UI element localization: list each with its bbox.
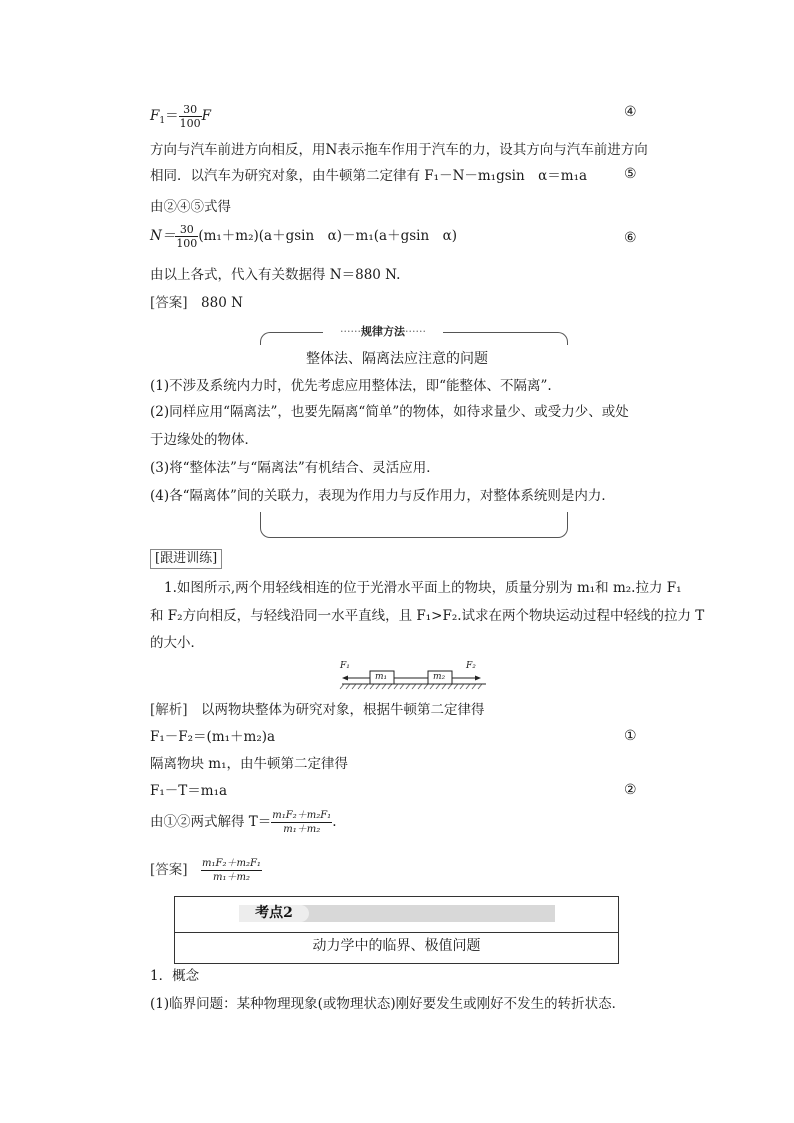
fig-label-m2: m₂ — [433, 672, 446, 682]
eq4-fraction — [179, 103, 202, 130]
eq4-denominator: 100 — [179, 117, 201, 130]
answer-1 — [150, 293, 243, 313]
follow-up-tag: [跟进训练] — [150, 549, 222, 569]
text-line-1: 方向与汽车前进方向相反，用N表示拖车作用于汽车的力，设其方向与汽车前进方向 — [150, 142, 648, 158]
equation-1: F₁－F₂＝(m₁＋m₂)a — [150, 729, 276, 745]
fig-label-f2: F₂ — [466, 661, 476, 671]
method-item-4: (4)各“隔离体”间的关联力，表现为作用力与反作用力，对整体系统则是内力． — [150, 488, 615, 504]
text-line-3: 由②④⑤式得 — [150, 199, 231, 215]
eq6-lhs: N＝ — [150, 228, 176, 244]
solution-fraction — [271, 809, 332, 836]
eq4-number: ④ — [624, 104, 637, 120]
text-line-4: 由以上各式，代入有关数据得 N＝880 N. — [150, 267, 401, 283]
answer-2-denominator: m₁＋m₂ — [213, 872, 250, 883]
question-1-line-2: 和 F₂方向相反，与轻线沿同一水平直线，且 F₁>F₂.试求在两个物块运动过程中轻线的拉力 T — [150, 608, 705, 624]
eq4-lhs-sub: 1 — [159, 116, 166, 126]
eq4-lhs: F — [150, 108, 160, 124]
eq6-numerator: 30 — [175, 223, 198, 237]
solution-denominator: m₁＋m₂ — [283, 824, 321, 835]
solution-text: 由①②两式解得 T＝ — [150, 814, 272, 830]
eq5-number: ⑤ — [624, 166, 637, 182]
kaodian-title: 动力学中的临界、极值问题 — [312, 938, 481, 954]
answer-value: 880 N — [201, 295, 243, 311]
answer-2 — [150, 853, 262, 887]
eq6-denominator: 100 — [176, 237, 198, 250]
method-item-3: (3)将“整体法”与“隔离法”有机结合、灵活应用． — [150, 460, 440, 476]
fig-label-f1: F₁ — [340, 661, 350, 671]
kaodian-divider — [175, 932, 618, 933]
kaodian-box — [174, 896, 619, 964]
eq6-fraction — [175, 223, 198, 250]
method-item-1: (1)不涉及系统内力时，优先考虑应用整体法，即“能整体、不隔离”. — [150, 378, 552, 394]
method-item-2: (2)同样应用“隔离法”，也要先隔离“简单”的物体，如待求量少、或受力少、或处 — [150, 404, 629, 420]
equation-2: F₁－T＝m₁a — [150, 783, 228, 799]
isolation-text: 隔离物块 m₁，由牛顿第二定律得 — [150, 756, 349, 772]
eq6-rhs: (m₁＋m₂)(a＋gsin α)－m₁(a＋gsin α) — [198, 228, 458, 244]
analysis — [150, 700, 485, 720]
equation-4 — [150, 103, 211, 131]
answer-tag: [答案] — [150, 295, 188, 311]
kaodian-label: 考点2 — [239, 905, 309, 922]
eq6-number: ⑥ — [624, 230, 637, 246]
solution-end: . — [332, 814, 337, 830]
blocks-figure — [336, 660, 492, 694]
solution-numerator: m₁F₂＋m₂F₁ — [272, 810, 332, 821]
question-1-line-3: 的大小． — [150, 635, 204, 651]
eq2-number: ② — [624, 782, 637, 798]
eq1-number: ① — [624, 728, 637, 744]
eq4-numerator: 30 — [179, 103, 202, 117]
fig-label-m1: m₁ — [375, 672, 388, 682]
method-box-title: 整体法、隔离法应注意的问题 — [306, 351, 488, 367]
answer-2-tag: [答案] — [150, 862, 188, 878]
method-box-header: ······规律方法······ — [323, 324, 443, 340]
method-box-bottom-frame — [260, 512, 568, 538]
concept-item-1: (1)临界问题：某种物理现象(或物理状态)刚好要发生或刚好不发生的转折状态． — [150, 996, 626, 1012]
text-line-2: 相同．以汽车为研究对象，由牛顿第二定律有 F₁－N－m₁gsin α＝m₁a — [150, 168, 588, 184]
answer-2-fraction — [201, 857, 262, 884]
question-1-line-1: 1.如图所示,两个用轻线相连的位于光滑水平面上的物块，质量分别为 m₁和 m₂.拉力 F₁ — [164, 580, 682, 596]
answer-2-numerator: m₁F₂＋m₂F₁ — [202, 858, 261, 869]
concept-heading: 1．概念 — [150, 968, 200, 984]
analysis-text: 以两物块整体为研究对象，根据牛顿第二定律得 — [201, 702, 485, 718]
analysis-tag: [解析] — [150, 702, 188, 718]
solution-line — [150, 808, 336, 836]
equation-6 — [150, 223, 457, 250]
method-item-2-cont: 于边缘处的物体． — [150, 432, 258, 448]
eq4-rhs: F — [201, 108, 211, 124]
method-header-label: 规律方法 — [361, 325, 405, 338]
eq4-equals: ＝ — [165, 108, 179, 124]
